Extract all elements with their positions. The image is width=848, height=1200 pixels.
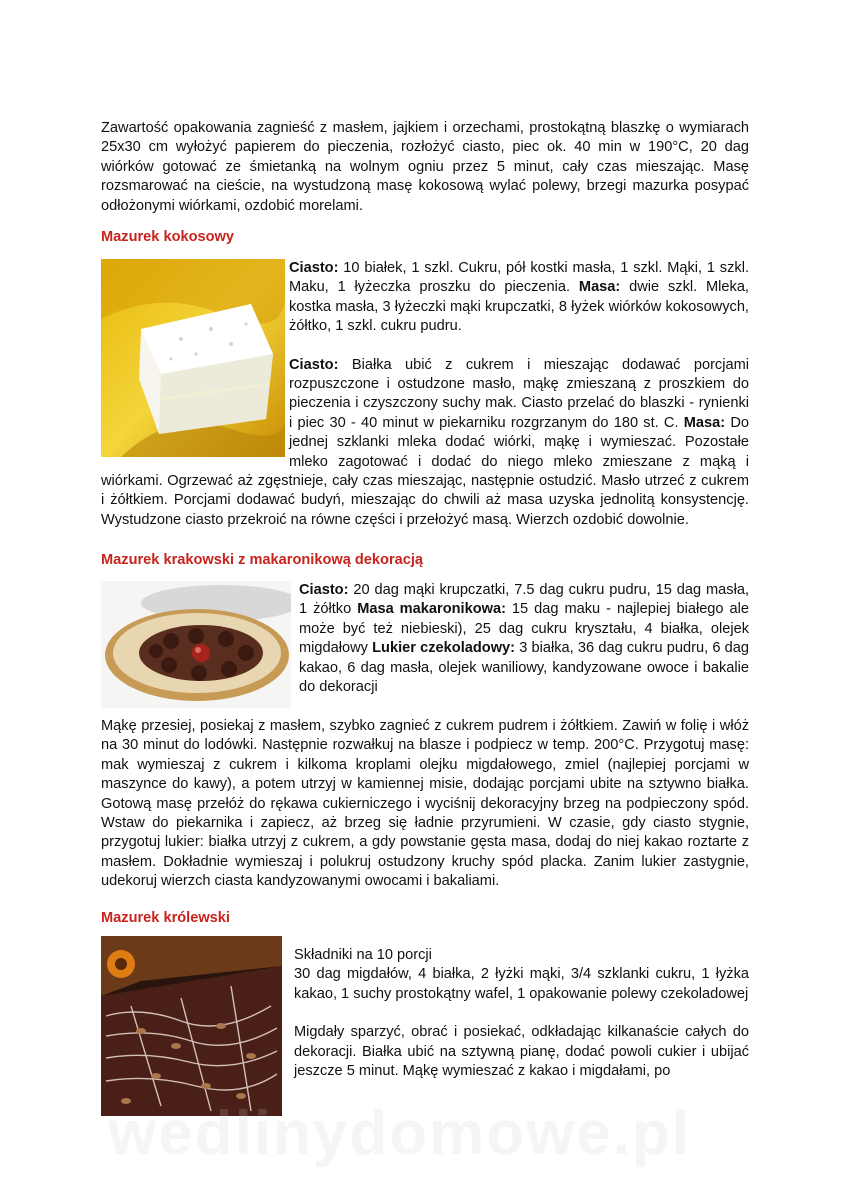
lukier-text: 3 białka, 36 dag cukru pudru, 6 dag kakao, 6 dag masła, olejek waniliowy, kandyzowane owoce i bakalie do dekoracji: [299, 640, 749, 696]
lukier-label: Lukier czekoladowy:: [372, 640, 516, 657]
section-title-mazurek-krolewski: Mazurek królewski: [101, 910, 230, 926]
ciasto-text: 10 białek, 1 szkl. Cukru, pół kostki masła, 1 szkl. Mąki, 1 szkl. Maku, 1 łyżeczka proszku do pieczenia.: [289, 260, 749, 296]
krakowski-preparation: Mąkę przesiej, posiekaj z masłem, szybko zagnieć z cukrem pudrem i żółtkiem. Zawiń w folię i włóż na 30 minut do lodówki. Następnie rozwałkuj na blasze i podpiecz w temp. 200°C. Przygotuj masę: mak wymieszaj z cukrem i kilkoma kroplami olejku migdałowego, zmiel (najlepiej porcjami w maszynce do kawy), a potem utrzyj w kamiennej misie, dodając porcjami ubite na sztywno białka. Gotową masę przełóż do rękawa cukierniczego i wyciśnij dekoracyjny brzeg na podpieczony spód. Wstaw do piekarnika i zapiecz, aż brzeg się ładnie przyrumieni. W czasie, gdy ciasto stygnie, przygotuj lukier: białka utrzyj z cukrem, a gdy powstanie gęsta masa, dodaj do niej kakao roztarte z masłem. Dokładnie wymieszaj i polukruj ostudzony kruchy spód placka. Zanim lukier zastygnie, udekoruj wierzch ciasta kandyzowanymi owocami i bakaliami.: [101, 718, 749, 890]
section-mazurek-kokosowy: [101, 259, 749, 530]
krolewski-preparation: Migdały sparzyć, obrać i posiekać, odkładając kilkanaście całych do dekoracji. Białka ubić na sztywną pianę, dodać powoli cukier i ubijać jeszcze 5 minut. Mąkę wymieszać z kakao i migdałami, po: [294, 1024, 749, 1080]
masa-label: Masa:: [578, 279, 621, 296]
krolewski-ingredients: 30 dag migdałów, 4 białka, 2 łyżki mąki, 3/4 szklanki cukru, 1 łyżka kakao, 1 suchy prostokątny wafel, 1 opakowanie polewy czekoladowej: [294, 966, 749, 1002]
ciasto-text: 20 dag mąki krupczatki, 7.5 dag cukru pudru, 15 dag masła, 1 żółtko: [299, 582, 749, 618]
watermark: wedlinydomowe.pl: [108, 1099, 692, 1168]
ciasto-label: Ciasto:: [289, 260, 339, 276]
masa-makaronikowa-text: 15 dag maku - najlepiej białego ale może być też niebieski), 25 dag cukru kryształu, 4 białka, olejek migdałowy: [299, 601, 749, 657]
coconut-cake-photo: [101, 259, 285, 457]
chocolate-mazurek-photo: [101, 936, 282, 1116]
macaroon-mazurek-photo: [101, 581, 291, 708]
ciasto-label: Ciasto:: [299, 582, 349, 598]
prep-masa-text: Do jednej szklanki mleka dodać wiórki, mąkę i wymieszać. Pozostałe mleko zagotować i dodać do niego mleko zmieszane z mąką i wiórkami. Ogrzewać aż zgęstnieje, cały czas mieszając, następnie ostudzić. Masło utrzeć z cukrem i żółtkiem. Porcjami dodawać budyń, mieszając do chwili aż masa uzyska jednolitą konsystencję. Wystudzone ciasto przekroić na równe części i przełożyć masą. Wierzch ozdobić dowolnie.: [101, 414, 749, 528]
section-title-mazurek-kokosowy: Mazurek kokosowy: [101, 229, 235, 245]
intro-paragraph: Zawartość opakowania zagnieść z masłem, jajkiem i orzechami, prostokątną blaszkę o wymiarach 25x30 cm wyłożyć papierem do pieczenia, rozłożyć ciasto, piec ok. 40 min w 190°C, 20 dag wiórków gotować ze śmietanką na wolnym ogniu przez 5 minut, cały czas mieszając. Masę rozsmarować na cieście, na wystudzoną masę kokosową wylać polewy, brzegi mazurka posypać odłożonymi wiórkami, ozdobić morelami.: [101, 120, 749, 214]
masa-text: dwie szkl. Mleka, kostka masła, 3 łyżeczki mąki krupczatki, 8 łyżek wiórków kokosowych, żółtko, 1 szkl. cukru pudru.: [289, 279, 749, 335]
masa-makaronikowa-label: Masa makaronikowa:: [357, 601, 506, 618]
prep-ciasto-text: Białka ubić z cukrem i mieszając dodawać porcjami rozpuszczone i ostudzone masło, mąkę zmieszaną z proszkiem do pieczenia i czyszczony suchy mak. Ciasto przelać do blaszki - rynienki i piec 30 - 40 minut w piekarniku rozgrzanym do 180 st. C.: [289, 356, 749, 431]
section-title-mazurek-krakowski: Mazurek krakowski z makaronikową dekoracją: [101, 552, 424, 568]
prep-masa-label: Masa:: [683, 414, 726, 431]
section-mazurek-krakowski: [101, 581, 749, 892]
prep-ciasto-label: Ciasto:: [289, 356, 339, 373]
section-mazurek-krolewski: [101, 936, 749, 1116]
servings-line: Składniki na 10 porcji: [294, 947, 432, 963]
